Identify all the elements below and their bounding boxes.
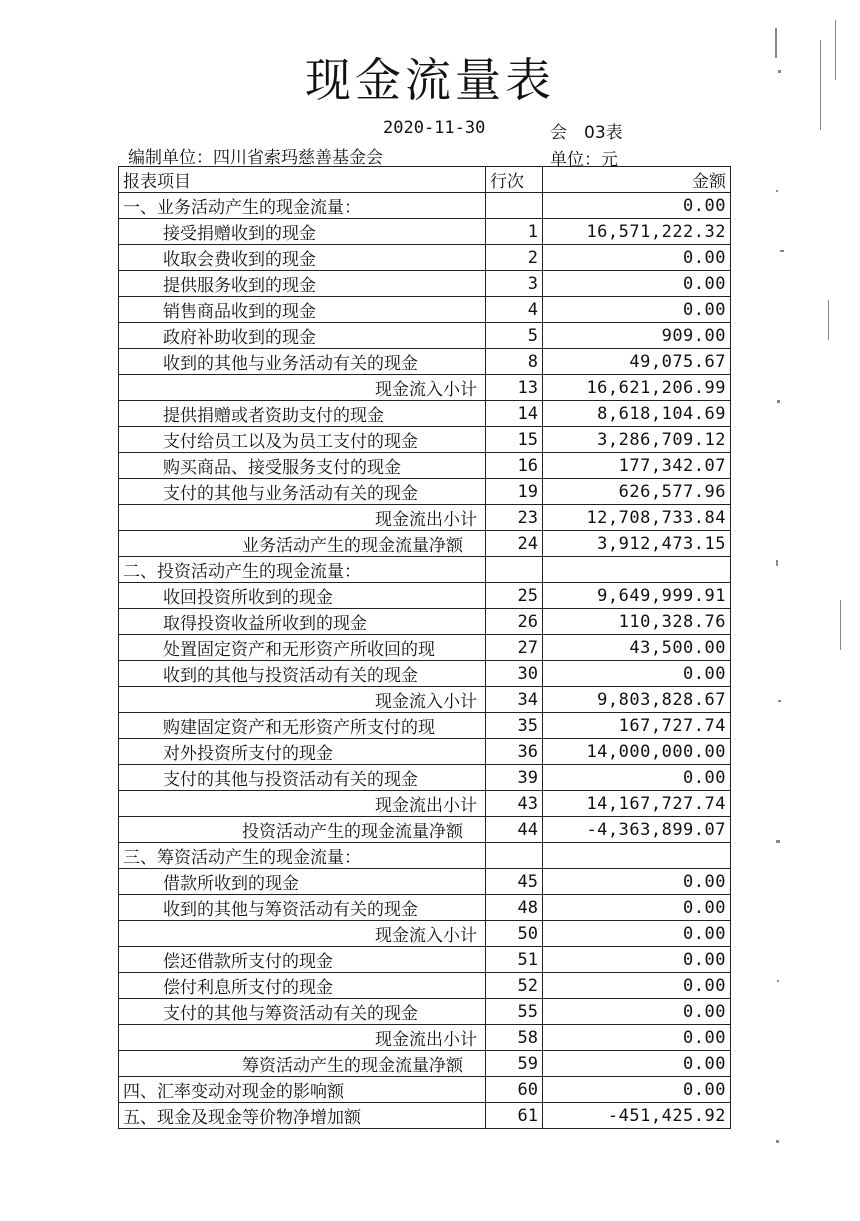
row-line-number: 8 bbox=[486, 349, 543, 375]
row-item-label: 现金流入小计 bbox=[119, 375, 486, 401]
row-amount: 16,621,206.99 bbox=[543, 375, 731, 401]
row-item-label: 支付的其他与业务活动有关的现金 bbox=[119, 479, 486, 505]
row-item-label: 提供服务收到的现金 bbox=[119, 271, 486, 297]
row-amount: 0.00 bbox=[543, 661, 731, 687]
row-amount: 0.00 bbox=[543, 245, 731, 271]
column-header-line: 行次 bbox=[486, 167, 543, 193]
row-amount: 0.00 bbox=[543, 1051, 731, 1077]
row-amount: 14,000,000.00 bbox=[543, 739, 731, 765]
row-amount: 0.00 bbox=[543, 869, 731, 895]
row-item-label: 收到的其他与投资活动有关的现金 bbox=[119, 661, 486, 687]
row-item-label: 现金流入小计 bbox=[119, 687, 486, 713]
row-amount: 0.00 bbox=[543, 765, 731, 791]
column-header-amount: 金额 bbox=[543, 167, 731, 193]
row-item-label: 筹资活动产生的现金流量净额 bbox=[119, 1051, 486, 1077]
row-line-number: 45 bbox=[486, 869, 543, 895]
table-row bbox=[119, 999, 731, 1025]
row-line-number: 60 bbox=[486, 1077, 543, 1103]
row-amount: 9,803,828.67 bbox=[543, 687, 731, 713]
row-amount: 0.00 bbox=[543, 895, 731, 921]
table-row bbox=[119, 375, 731, 401]
form-number: 会 03表 bbox=[550, 123, 623, 143]
row-line-number: 58 bbox=[486, 1025, 543, 1051]
row-amount: 0.00 bbox=[543, 999, 731, 1025]
table-row bbox=[119, 1025, 731, 1051]
table-row bbox=[119, 947, 731, 973]
row-item-label: 提供捐赠或者资助支付的现金 bbox=[119, 401, 486, 427]
row-amount: 167,727.74 bbox=[543, 713, 731, 739]
table-row bbox=[119, 609, 731, 635]
table-body bbox=[119, 193, 731, 1129]
table-row bbox=[119, 921, 731, 947]
row-line-number: 5 bbox=[486, 323, 543, 349]
row-item-label: 接受捐赠收到的现金 bbox=[119, 219, 486, 245]
row-line-number: 50 bbox=[486, 921, 543, 947]
row-item-label: 偿还借款所支付的现金 bbox=[119, 947, 486, 973]
row-item-label: 支付的其他与投资活动有关的现金 bbox=[119, 765, 486, 791]
currency-unit: 单位：元 bbox=[550, 150, 618, 170]
row-amount: 49,075.67 bbox=[543, 349, 731, 375]
table-row bbox=[119, 635, 731, 661]
row-amount: 177,342.07 bbox=[543, 453, 731, 479]
row-line-number: 16 bbox=[486, 453, 543, 479]
row-line-number: 61 bbox=[486, 1103, 543, 1129]
table-row bbox=[119, 713, 731, 739]
table-row bbox=[119, 193, 731, 219]
row-item-label: 一、业务活动产生的现金流量： bbox=[119, 193, 486, 219]
row-item-label: 政府补助收到的现金 bbox=[119, 323, 486, 349]
row-amount: 0.00 bbox=[543, 193, 731, 219]
row-item-label: 对外投资所支付的现金 bbox=[119, 739, 486, 765]
report-date: 2020-11-30 bbox=[383, 118, 486, 138]
row-line-number: 15 bbox=[486, 427, 543, 453]
row-amount: 0.00 bbox=[543, 947, 731, 973]
row-item-label: 二、投资活动产生的现金流量： bbox=[119, 557, 486, 583]
row-line-number: 39 bbox=[486, 765, 543, 791]
row-amount: 0.00 bbox=[543, 297, 731, 323]
table-row bbox=[119, 297, 731, 323]
table-row bbox=[119, 843, 731, 869]
row-amount: 0.00 bbox=[543, 921, 731, 947]
table-row bbox=[119, 245, 731, 271]
row-item-label: 购建固定资产和无形资产所支付的现 bbox=[119, 713, 486, 739]
row-item-label: 处置固定资产和无形资产所收回的现 bbox=[119, 635, 486, 661]
row-line-number: 13 bbox=[486, 375, 543, 401]
row-amount: 0.00 bbox=[543, 271, 731, 297]
row-item-label: 现金流出小计 bbox=[119, 1025, 486, 1051]
row-item-label: 投资活动产生的现金流量净额 bbox=[119, 817, 486, 843]
row-line-number: 1 bbox=[486, 219, 543, 245]
table-row bbox=[119, 1103, 731, 1129]
row-line-number: 2 bbox=[486, 245, 543, 271]
table-row bbox=[119, 869, 731, 895]
table-row bbox=[119, 323, 731, 349]
row-amount: 16,571,222.32 bbox=[543, 219, 731, 245]
row-item-label: 收回投资所收到的现金 bbox=[119, 583, 486, 609]
scan-edge-noise bbox=[740, 0, 860, 1221]
table-row bbox=[119, 479, 731, 505]
row-amount: 110,328.76 bbox=[543, 609, 731, 635]
table-row bbox=[119, 687, 731, 713]
row-line-number: 35 bbox=[486, 713, 543, 739]
row-amount: 8,618,104.69 bbox=[543, 401, 731, 427]
row-item-label: 三、筹资活动产生的现金流量： bbox=[119, 843, 486, 869]
table-row bbox=[119, 271, 731, 297]
row-line-number: 43 bbox=[486, 791, 543, 817]
table-row bbox=[119, 427, 731, 453]
row-line-number: 51 bbox=[486, 947, 543, 973]
table-row bbox=[119, 973, 731, 999]
table-row bbox=[119, 1051, 731, 1077]
row-line-number: 52 bbox=[486, 973, 543, 999]
row-item-label: 收取会费收到的现金 bbox=[119, 245, 486, 271]
row-line-number: 27 bbox=[486, 635, 543, 661]
row-item-label: 支付的其他与筹资活动有关的现金 bbox=[119, 999, 486, 1025]
row-line-number: 36 bbox=[486, 739, 543, 765]
row-line-number: 44 bbox=[486, 817, 543, 843]
row-line-number: 34 bbox=[486, 687, 543, 713]
table-row bbox=[119, 557, 731, 583]
row-line-number: 3 bbox=[486, 271, 543, 297]
row-line-number bbox=[486, 193, 543, 219]
table-row bbox=[119, 453, 731, 479]
table-row bbox=[119, 895, 731, 921]
row-item-label: 购买商品、接受服务支付的现金 bbox=[119, 453, 486, 479]
row-item-label: 现金流入小计 bbox=[119, 921, 486, 947]
row-line-number: 48 bbox=[486, 895, 543, 921]
row-line-number: 4 bbox=[486, 297, 543, 323]
row-item-label: 现金流出小计 bbox=[119, 505, 486, 531]
table-row bbox=[119, 349, 731, 375]
row-item-label: 五、现金及现金等价物净增加额 bbox=[119, 1103, 486, 1129]
row-amount: 43,500.00 bbox=[543, 635, 731, 661]
row-item-label: 收到的其他与筹资活动有关的现金 bbox=[119, 895, 486, 921]
table-row bbox=[119, 739, 731, 765]
row-item-label: 支付给员工以及为员工支付的现金 bbox=[119, 427, 486, 453]
row-item-label: 收到的其他与业务活动有关的现金 bbox=[119, 349, 486, 375]
row-amount: 3,286,709.12 bbox=[543, 427, 731, 453]
row-item-label: 偿付利息所支付的现金 bbox=[119, 973, 486, 999]
table-row bbox=[119, 661, 731, 687]
row-amount: 0.00 bbox=[543, 973, 731, 999]
row-item-label: 四、汇率变动对现金的影响额 bbox=[119, 1077, 486, 1103]
row-line-number: 25 bbox=[486, 583, 543, 609]
row-line-number bbox=[486, 557, 543, 583]
table-row bbox=[119, 401, 731, 427]
table-row bbox=[119, 817, 731, 843]
row-amount: 0.00 bbox=[543, 1077, 731, 1103]
row-amount bbox=[543, 843, 731, 869]
table-row bbox=[119, 531, 731, 557]
row-line-number: 30 bbox=[486, 661, 543, 687]
row-line-number: 19 bbox=[486, 479, 543, 505]
row-amount: 12,708,733.84 bbox=[543, 505, 731, 531]
column-header-item: 报表项目 bbox=[119, 167, 486, 193]
row-line-number: 23 bbox=[486, 505, 543, 531]
table-row bbox=[119, 583, 731, 609]
table-row bbox=[119, 765, 731, 791]
row-item-label: 取得投资收益所收到的现金 bbox=[119, 609, 486, 635]
page-title: 现金流量表 bbox=[305, 53, 555, 107]
row-item-label: 现金流出小计 bbox=[119, 791, 486, 817]
row-line-number: 59 bbox=[486, 1051, 543, 1077]
row-amount: 626,577.96 bbox=[543, 479, 731, 505]
row-amount: 14,167,727.74 bbox=[543, 791, 731, 817]
row-amount: -451,425.92 bbox=[543, 1103, 731, 1129]
row-line-number: 26 bbox=[486, 609, 543, 635]
table-row bbox=[119, 791, 731, 817]
row-amount: 0.00 bbox=[543, 1025, 731, 1051]
preparing-organization: 编制单位：四川省索玛慈善基金会 bbox=[128, 148, 383, 168]
row-amount: -4,363,899.07 bbox=[543, 817, 731, 843]
table-row bbox=[119, 219, 731, 245]
row-amount: 909.00 bbox=[543, 323, 731, 349]
row-line-number: 14 bbox=[486, 401, 543, 427]
table-row bbox=[119, 505, 731, 531]
row-item-label: 销售商品收到的现金 bbox=[119, 297, 486, 323]
row-amount: 9,649,999.91 bbox=[543, 583, 731, 609]
cash-flow-table bbox=[118, 166, 731, 1129]
table-header-row bbox=[119, 167, 731, 193]
row-line-number: 24 bbox=[486, 531, 543, 557]
table-row bbox=[119, 1077, 731, 1103]
row-amount bbox=[543, 557, 731, 583]
row-item-label: 业务活动产生的现金流量净额 bbox=[119, 531, 486, 557]
row-item-label: 借款所收到的现金 bbox=[119, 869, 486, 895]
row-line-number bbox=[486, 843, 543, 869]
row-line-number: 55 bbox=[486, 999, 543, 1025]
row-amount: 3,912,473.15 bbox=[543, 531, 731, 557]
